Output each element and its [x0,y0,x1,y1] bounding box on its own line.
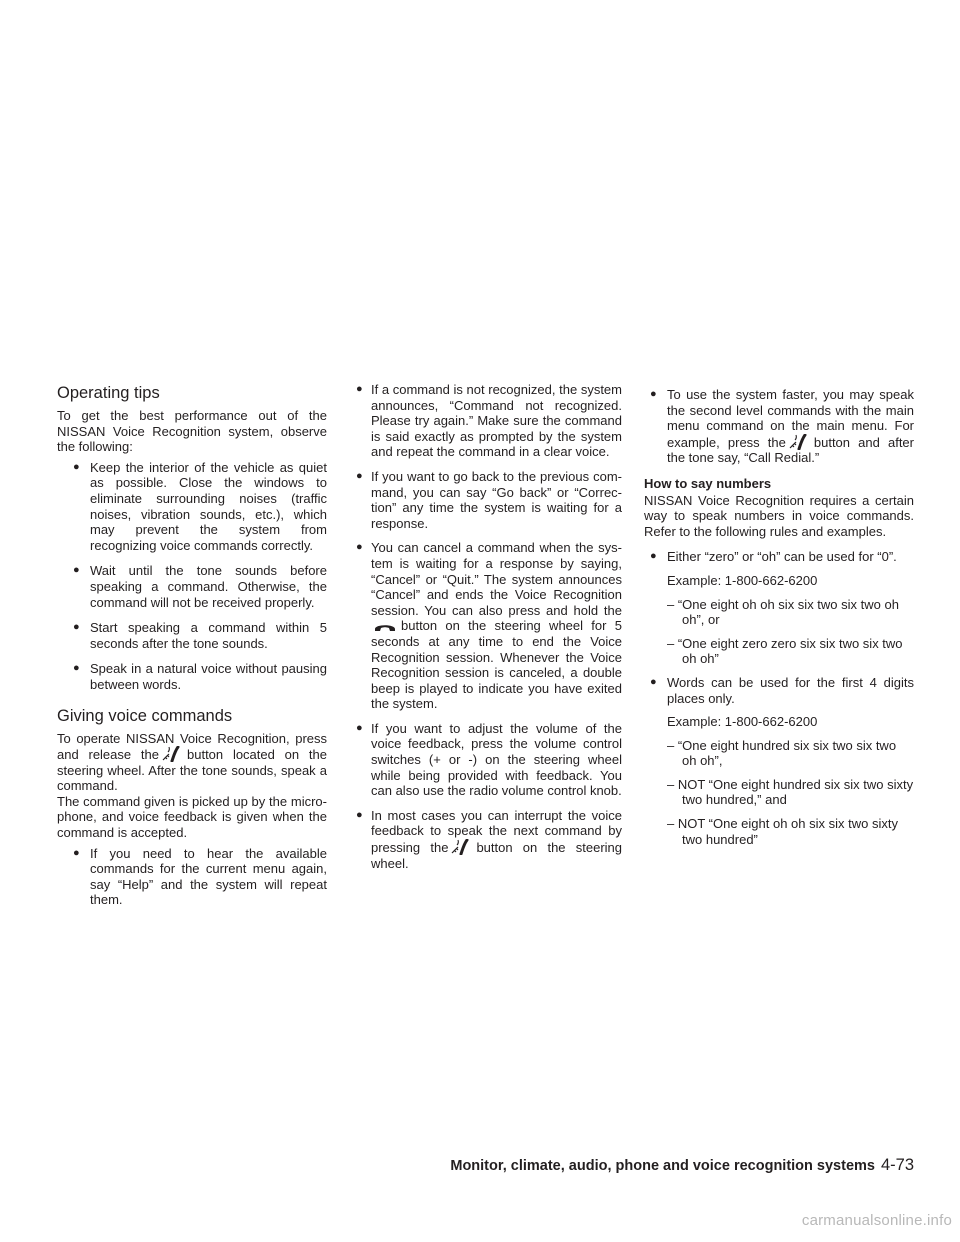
watermark: carmanualsonline.info [801,1212,952,1229]
phone-hangup-icon [374,621,396,633]
example-item: – “One eight hundred six six two six two oh oh”, [667,737,897,769]
column-left [57,382,327,918]
list-item: ● If a command is not recognized, the system announces, “Command not recognized. Please try again.” Make sure the command is said exactly as prompted by the system and repeat the command in a clear voice. [356,382,622,460]
page-number: 4-73 [880,1156,914,1174]
list-item: ● Either “zero” or “oh” can be used for “0”. [644,549,914,565]
talk-switch-icon [451,839,471,855]
section-heading-operating-tips: Operating tips [57,384,160,402]
example-label: Example: 1-800-662-6200 [667,572,818,588]
shortcut-list [644,387,914,466]
shortcut-text-b: button and after the tone say, “Call Redial.” [667,434,914,466]
voice-commands-intro-a: To operate NISSAN Voice Recognition, press and release the [57,730,327,763]
cancel-text-b: button on the steering wheel for 5 seconds at any time to end the Voice Recognition session. Whenever the Voice Recognition session is canceled, a double beep is played to indicate you have exited the system. [371,618,622,712]
example-item: – NOT “One eight oh oh six six two sixty two hundred” [667,816,898,847]
list-item: ● If you want to go back to the previous com-mand, you can say “Go back” or “Correc-tion” any time the system is waiting for a response. [356,469,622,531]
voice-commands-intro-b: button located on the steering wheel. After the tone sounds, speak a command. [57,747,327,794]
list-item: ● Start speaking a command within 5 seconds after the tone sounds. [57,620,327,651]
talk-switch-icon [789,434,809,450]
talk-switch-icon [162,746,182,762]
list-item [644,387,914,466]
operating-tips-list [57,460,327,693]
list-item [356,808,622,871]
shortcut-text-a: To use the system faster, you may speak the second level commands with the main menu command on the main menu. For example, press the [667,387,914,450]
list-item: ● Speak in a natural voice without pausing between words. [57,661,327,692]
list-item: ● Words can be used for the first 4 digits places only. [644,675,914,706]
numbers-list-2 [644,675,914,706]
list-item: ● Wait until the tone sounds before speaking a command. Otherwise, the command will not be received properly. [57,563,327,610]
list-item: ● If you need to hear the available commands for the current menu again, say “Help” and the system will repeat them. [57,846,327,908]
list-item: ● Keep the interior of the vehicle as quiet as possible. Close the windows to eliminate surrounding noises (traffic noises, vibration sounds, etc.), which may prevent the system from recognizing voice commands correctly. [57,460,327,554]
numbers-intro: NISSAN Voice Recognition requires a certain way to speak numbers in voice commands. Refer to the following rules and examples. [644,492,914,539]
interrupt-text-b: button on the steering wheel. [371,840,623,871]
section-heading-giving-voice-commands: Giving voice commands [57,706,233,725]
cancel-text-a: You can cancel a command when the sys-tem is waiting for a response by saying, “Cancel” or “Quit.” The system announces “Cancel” and ends the Voice Recognition session. You can also press and hold the [371,540,622,618]
example-item: – NOT “One eight hundred six six two sixty two hundred,” and [667,776,914,808]
interrupt-text-a: In most cases you can interrupt the voice feedback to speak the next command by pressing the [371,807,622,856]
list-item: ● If you want to adjust the volume of the voice feedback, press the volume control switches (+ or -) on the steering wheel while being provided with feedback. You can also use the radio volume control knob. [356,721,622,799]
column-middle [356,382,622,880]
voice-commands-para2: The command given is picked up by the micro-phone, and voice feedback is given when the command is accepted. [57,793,327,841]
list-item [356,540,622,712]
footer-title: Monitor, climate, audio, phone and voice recognition systems [450,1158,875,1174]
numbers-list [644,549,914,565]
column-right [644,382,914,855]
page-footer [450,1156,914,1175]
voice-commands-list-continued [356,382,622,871]
operating-tips-intro: To get the best performance out of the NISSAN Voice Recognition system, observe the following: [57,408,327,455]
example-item: – “One eight oh oh six six two six two oh oh”, or [667,596,899,628]
example-label: Example: 1-800-662-6200 [667,714,818,730]
example-item: – “One eight zero zero six six two six two oh oh” [667,635,903,667]
voice-commands-intro [57,731,327,794]
subheading-how-to-say-numbers: How to say numbers [644,475,772,491]
voice-commands-list [57,846,327,908]
